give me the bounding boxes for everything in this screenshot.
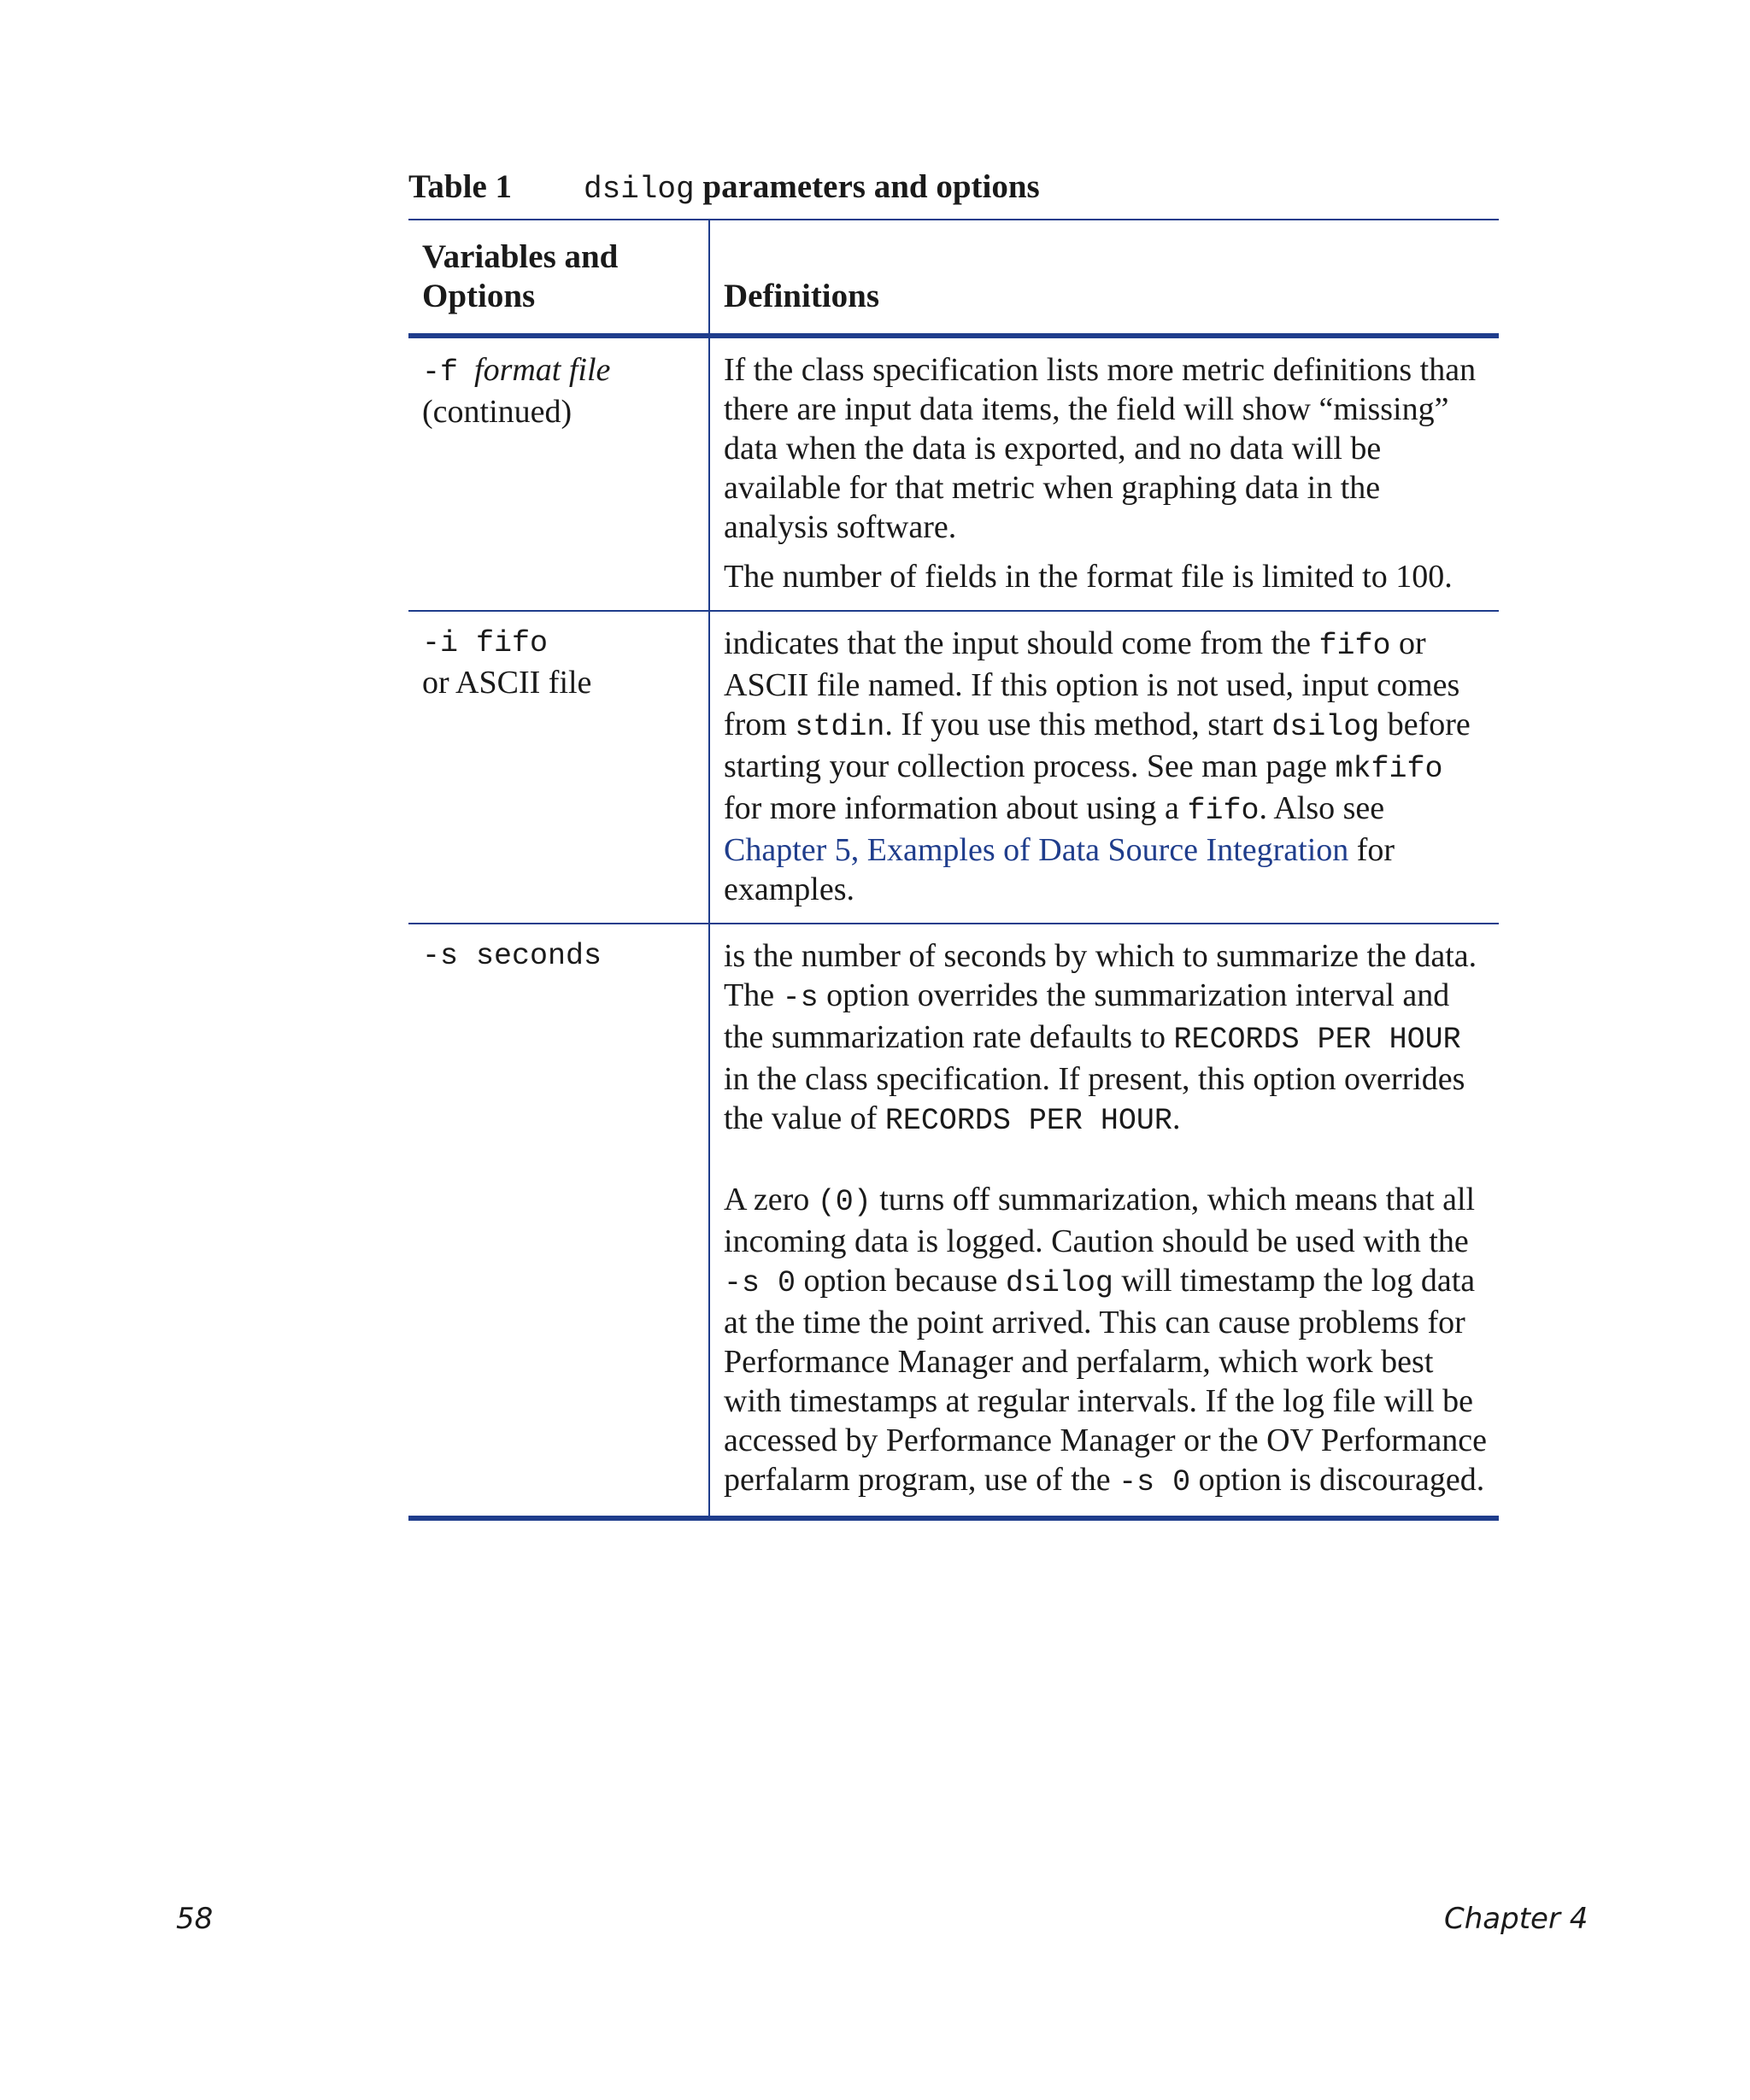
definition-paragraph: If the class specification lists more metric definitions than there are input data items, the field will show “missing” data when the data is exported, and no data will be available for that metric when graphing data in the analysis software. xyxy=(724,352,1477,545)
option-note: (continued) xyxy=(422,394,573,430)
definition-text: turns off summarization, which means that all incoming data is logged. Caution should be used with the xyxy=(724,1182,1476,1259)
inline-code: -s xyxy=(782,981,819,1015)
option-note: or ASCII file xyxy=(422,665,592,701)
header-col1-line1: Variables and xyxy=(422,238,619,275)
definition-paragraph xyxy=(724,1180,1487,1502)
caption-title: parameters and options xyxy=(702,168,1040,205)
header-definitions: Definitions xyxy=(724,278,880,314)
parameters-table xyxy=(408,219,1499,1521)
definition-cell xyxy=(709,336,1499,611)
inline-code: -s 0 xyxy=(1119,1465,1191,1499)
option-code: -s seconds xyxy=(422,939,602,973)
option-arg: format file xyxy=(474,352,611,388)
definition-text: A zero xyxy=(724,1182,818,1217)
option-code: -i fifo xyxy=(422,626,549,660)
option-cell xyxy=(408,336,709,611)
inline-code: RECORDS PER HOUR xyxy=(1173,1023,1461,1057)
definition-text: before starting your collection process. See man page xyxy=(724,707,1471,784)
inline-code: -s 0 xyxy=(724,1266,796,1300)
inline-code: fifo xyxy=(1318,629,1391,663)
definition-text: will timestamp the log data at the time the point arrived. This can cause problems for Performance Manager and perfalarm, which work best with timestamps at regular intervals. If the log file will be accessed by Performance Manager or the OV Performance perfalarm program, use of the xyxy=(724,1263,1487,1498)
option-cell xyxy=(408,611,709,924)
inline-code: fifo xyxy=(1187,794,1260,828)
option-code: -f xyxy=(422,355,459,390)
table-row xyxy=(408,336,1499,611)
header-variables-options xyxy=(408,220,709,336)
definition-text: option is discouraged. xyxy=(1190,1462,1485,1498)
definition-text: option overrides the summarization interval and the summarization rate defaults to xyxy=(724,977,1450,1055)
chapter-5-link[interactable]: Chapter 5, Examples of Data Source Integration xyxy=(724,832,1349,868)
inline-code: mkfifo xyxy=(1335,752,1443,786)
definition-text: for examples. xyxy=(724,832,1395,907)
definition-text: is the number of seconds by which to summarize the data. The xyxy=(724,938,1477,1013)
inline-code: (0) xyxy=(817,1185,872,1219)
definition-paragraph xyxy=(724,624,1487,909)
page-number: 58 xyxy=(176,1902,214,1936)
chapter-label: Chapter 4 xyxy=(1444,1902,1589,1936)
table-header-row xyxy=(408,220,1499,336)
inline-code: stdin xyxy=(795,710,885,744)
definition-cell xyxy=(709,924,1499,1518)
definition-cell xyxy=(709,611,1499,924)
definition-text: option because xyxy=(796,1263,1006,1299)
definition-text: or ASCII file named. If this option is not used, input comes from xyxy=(724,625,1460,742)
definition-paragraph: The number of fields in the format file is limited to 100. xyxy=(724,559,1453,595)
table-caption xyxy=(408,167,1040,207)
definition-text: . xyxy=(1172,1100,1181,1136)
option-name xyxy=(422,350,696,392)
header-col1-line2: Options xyxy=(422,278,536,314)
inline-code: dsilog xyxy=(1005,1266,1113,1300)
caption-command: dsilog xyxy=(584,172,695,207)
definition-text: indicates that the input should come from the xyxy=(724,625,1319,661)
inline-code: dsilog xyxy=(1271,710,1380,744)
table-row xyxy=(408,924,1499,1518)
definition-text: . If you use this method, start xyxy=(884,707,1272,742)
definition-text: . Also see xyxy=(1259,790,1385,826)
definition-text: for more information about using a xyxy=(724,790,1188,826)
definition-paragraph xyxy=(724,936,1487,1141)
inline-code: RECORDS PER HOUR xyxy=(884,1104,1172,1138)
table-label: Table 1 xyxy=(408,168,513,205)
definition-text: in the class specification. If present, this option overrides the value of xyxy=(724,1061,1465,1136)
option-cell xyxy=(408,924,709,1518)
table-row xyxy=(408,611,1499,924)
